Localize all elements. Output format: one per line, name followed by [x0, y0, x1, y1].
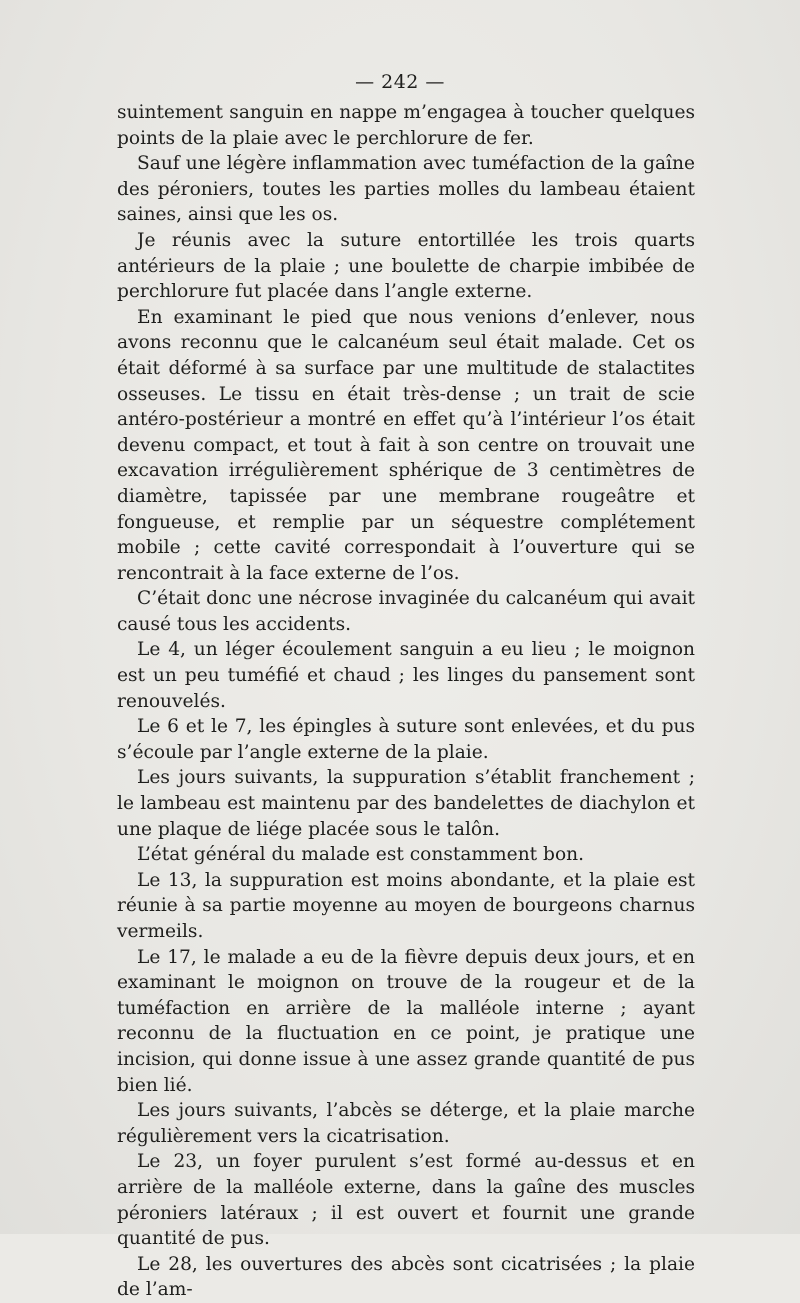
paragraph-continuation: suintement sanguin en nappe m’engagea à toucher quelques points de la plaie avec le perchlorure de fer.	[117, 102, 695, 149]
paragraph: Les jours suivants, la suppuration s’établit franchement ; le lambeau est maintenu par des bandelettes de diachylon et une plaque de liége placée sous le talôn.	[117, 767, 695, 840]
paragraph: Le 6 et le 7, les épingles à suture sont enlevées, et du pus s’écoule par l’angle externe de la plaie.	[117, 716, 695, 763]
paragraph: Le 13, la suppuration est moins abondante, et la plaie est réunie à sa partie moyenne au moyen de bourgeons charnus vermeils.	[117, 869, 695, 942]
paragraph: L’état général du malade est constamment bon.	[137, 844, 585, 866]
paragraph: Le 28, les ouvertures des abcès sont cicatrisées ; la plaie de l’am-	[117, 1253, 695, 1301]
paragraph: Les jours suivants, l’abcès se déterge, et la plaie marche régulièrement vers la cicatrisation.	[117, 1100, 695, 1147]
paragraph: Je réunis avec la suture entortillée les trois quarts antérieurs de la plaie ; une boulette de charpie imbibée de perchlorure fut placée dans l’angle externe.	[117, 229, 695, 303]
paragraph: Le 17, le malade a eu de la fièvre depuis deux jours, et en examinant le moignon on trouve de la rougeur et de la tuméfaction en arrière de la malléole interne ; ayant reconnu de la fluctuation en ce point, je pratique une incision, qui donne issue à une assez grande quantité de pus bien lié.	[117, 946, 695, 1096]
paragraph: Le 23, un foyer purulent s’est formé au-dessus et en arrière de la malléole externe, dans la gaîne des muscles péroniers latéraux ; il est ouvert et fournit une grande quantité de pus.	[117, 1151, 695, 1250]
page-number: — 242 —	[355, 71, 445, 93]
paragraph: En examinant le pied que nous venions d’enlever, nous avons reconnu que le calcanéum seul était malade. Cet os était déformé à sa surface par une multitude de stalactites osseuses. Le tissu en était très-dense ; un trait de scie antéro-postérieur a montré en effet qu’à l’intérieur l’os était devenu compact, et tout à fait à son centre on trouvait une excavation irrégulièrement sphérique de 3 centimètres de diamètre, tapissée par une membrane rougeâtre et fongueuse, et remplie par un séquestre complétement mobile ; cette cavité correspondait à l’ouverture qui se rencontrait à la face externe de l’os.	[117, 306, 695, 584]
paragraph: C’était donc une nécrose invaginée du calcanéum qui avait causé tous les accidents.	[117, 588, 695, 635]
body-text	[117, 100, 695, 1303]
paragraph: Sauf une légère inflammation avec tuméfaction de la gaîne des péroniers, toutes les parties molles du lambeau étaient saines, ainsi que les os.	[117, 153, 695, 226]
paragraph: Le 4, un léger écoulement sanguin a eu lieu ; le moignon est un peu tuméfié et chaud ; les linges du pansement sont renouvelés.	[117, 639, 695, 712]
